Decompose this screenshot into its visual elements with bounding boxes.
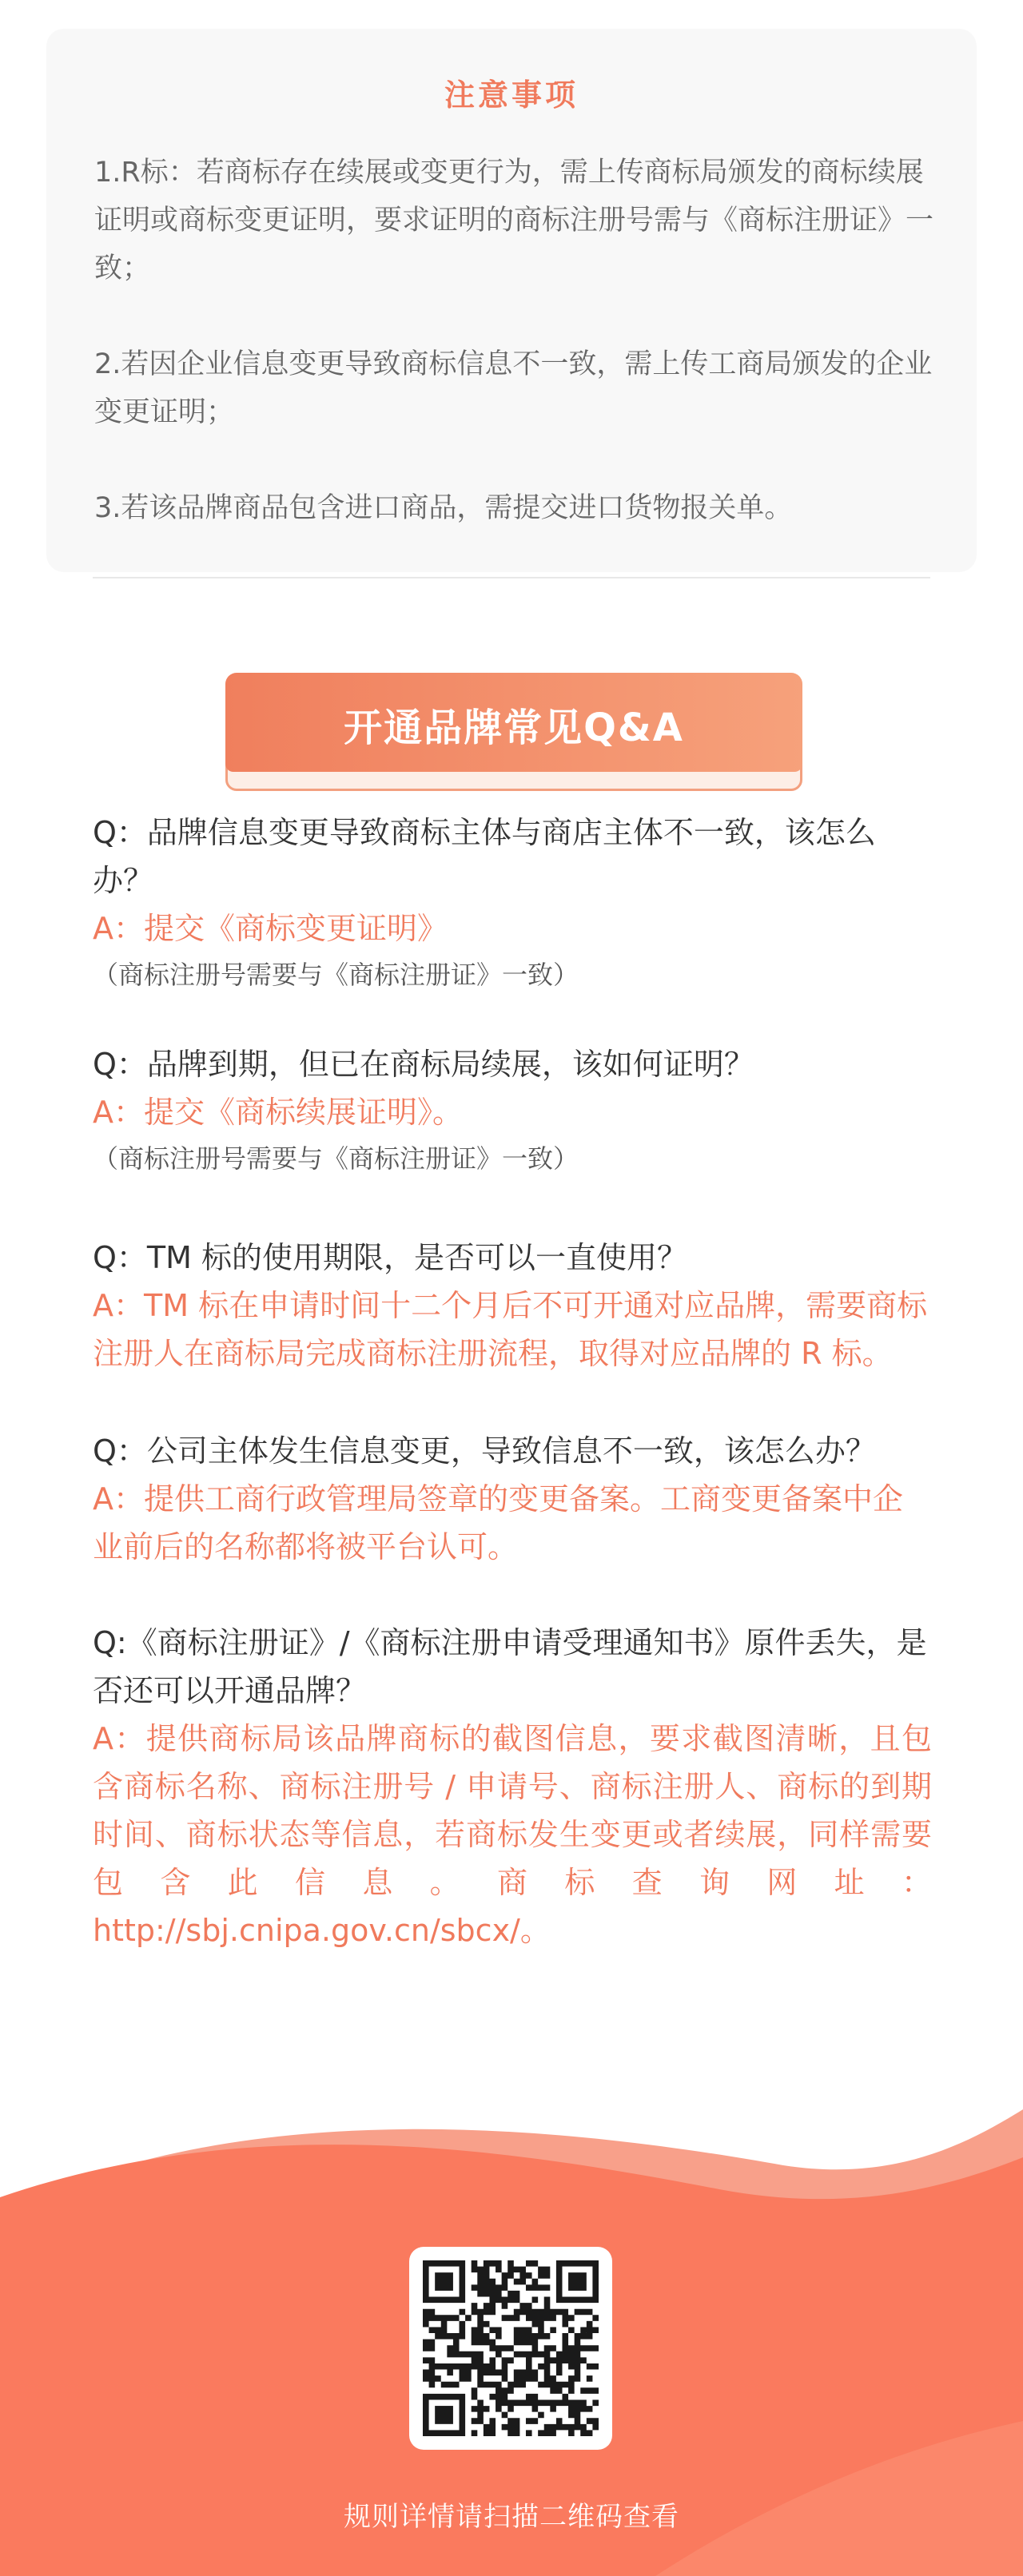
answer-note: （商标注册号需要与《商标注册证》一致） — [93, 960, 579, 990]
question-text: Q：TM 标的使用期限，是否可以一直使用？ — [93, 1240, 687, 1275]
question-text: Q:《商标注册证》/《商标注册申请受理通知书》原件丢失，是否还可以开通品牌？ — [93, 1625, 927, 1708]
qr-code-icon — [423, 2260, 599, 2436]
question-text: Q：公司主体发生信息变更，导致信息不一致，该怎么办？ — [93, 1433, 876, 1469]
qa-banner — [225, 673, 802, 791]
section-divider — [93, 577, 930, 578]
qa-item-1 — [93, 809, 932, 997]
question-text: Q：品牌信息变更导致商标主体与商店主体不一致，该怎么办？ — [93, 815, 876, 898]
qa-item-4 — [93, 1427, 932, 1571]
answer-text: A：提供商标局该品牌商标的截图信息，要求截图清晰，且包含商标名称、商标注册号 / 申请号、商标注册人、商标的到期时间、商标状态等信息，若商标发生变更或者续展，同样需要包含此信息。商标查询网址：http://sbj.cnipa.gov.cn/sbcx/。 — [93, 1721, 932, 1948]
notice-title: 注意事项 — [444, 78, 579, 113]
qr-code[interactable] — [409, 2247, 612, 2450]
notice-item-2: 2.若因企业信息变更导致商标信息不一致，需上传工商局颁发的企业变更证明； — [94, 348, 933, 428]
qa-item-5 — [93, 1619, 932, 1954]
notice-item-1: 1.R标：若商标存在续展或变更行为，需上传商标局颁发的商标续展证明或商标变更证明，要求证明的商标注册号需与《商标注册证》一致； — [94, 157, 934, 284]
notice-card — [46, 29, 977, 572]
question-text: Q：品牌到期，但已在商标局续展，该如何证明？ — [93, 1047, 754, 1082]
answer-text: A：提交《商标变更证明》 — [93, 911, 448, 946]
answer-text: A：提供工商行政管理局签章的变更备案。工商变更备案中企业前后的名称都将被平台认可。 — [93, 1481, 903, 1564]
qa-item-2 — [93, 1040, 932, 1181]
footer-caption: 规则详情请扫描二维码查看 — [344, 2501, 679, 2533]
answer-text: A：TM 标在申请时间十二个月后不可开通对应品牌，需要商标注册人在商标局完成商标注册流程，取得对应品牌的 R 标。 — [93, 1288, 928, 1371]
notice-item-3: 3.若该品牌商品包含进口商品，需提交进口货物报关单。 — [94, 492, 793, 524]
qa-banner-label: 开通品牌常见Q&A — [344, 706, 684, 750]
qa-item-3 — [93, 1234, 932, 1377]
answer-note: （商标注册号需要与《商标注册证》一致） — [93, 1143, 579, 1174]
answer-text: A：提交《商标续展证明》。 — [93, 1095, 463, 1130]
